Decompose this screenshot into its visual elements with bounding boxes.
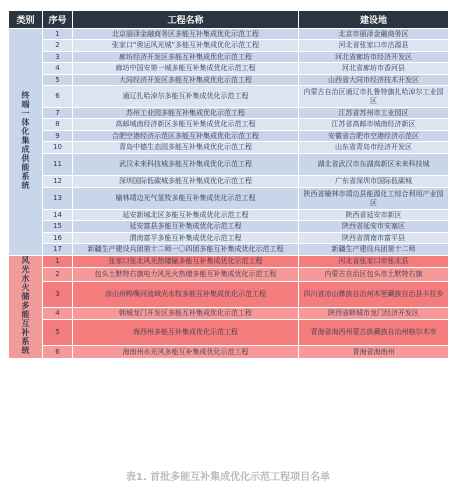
project-name: 新疆生产建设兵团第十二师一〇四团多能互补集成优化示范工程 [73,244,299,256]
project-location: 河北省张家口市沽源县 [299,40,449,52]
row-number: 5 [43,320,73,346]
project-location: 湖北省武汉市东湖高新区未来科技城 [299,154,449,176]
project-location: 河北省张家口市张北县 [299,256,449,268]
table-row [9,40,449,52]
category-label: 终端一体化集成供能系统 [21,91,30,190]
table-row [9,346,449,359]
header-name: 工程名称 [73,11,299,29]
table-row [9,119,449,131]
table-row [9,131,449,142]
project-location: 山西省大同市经济技术开发区 [299,75,449,86]
category-cell [9,256,43,359]
row-number: 10 [43,142,73,154]
project-name: 韩城龙门开发区多能互补集成优化示范工程 [73,308,299,320]
row-number: 11 [43,154,73,176]
header-location: 建设地 [299,11,449,29]
project-location: 陕西省延安市新区 [299,210,449,221]
projects-table-wrapper [8,10,448,359]
project-name: 延安富县多能互补集成优化示范工程 [73,221,299,233]
project-name: 延安新城北区多能互补集成优化示范工程 [73,210,299,221]
project-name: 廊坊中国安第一城多能互补集成优化示范工程 [73,63,299,75]
project-name: 青岛中德生态园多能互补集成优化示范工程 [73,142,299,154]
project-name: 深圳国际低碳城多能互补集成优化示范工程 [73,176,299,188]
row-number: 3 [43,52,73,63]
project-name: 高邮城南经济新区多能互补集成优化示范工程 [73,119,299,131]
table-row [9,320,449,346]
table-row [9,221,449,233]
project-name: 北京丽泽金融商务区多能互补集成优化示范工程 [73,29,299,40]
table-row [9,282,449,308]
project-location: 青海省海南州 [299,346,449,359]
table-row [9,75,449,86]
project-location: 内蒙古自治区包头市土默特右旗 [299,268,449,282]
row-number: 7 [43,108,73,119]
row-number: 9 [43,131,73,142]
table-row [9,52,449,63]
project-name: 张家口“奥运风光城”多能互补集成优化示范工程 [73,40,299,52]
header-row [9,11,449,29]
row-number: 4 [43,63,73,75]
project-name: 通辽扎哈淖尔多能互补集成优化示范工程 [73,86,299,108]
table-body [9,29,449,359]
table-caption: 表1. 首批多能互补集成优化示范工程项目名单 [125,472,331,483]
project-location: 广东省深圳市国际低碳城 [299,176,449,188]
row-number: 17 [43,244,73,256]
project-location: 陕西省榆林市靖边县能源化工综合利用产业园区 [299,188,449,210]
row-number: 5 [43,75,73,86]
table-row [9,308,449,320]
table-row [9,188,449,210]
category-cell [9,29,43,256]
table-row [9,63,449,75]
project-name: 海西州多能互补集成优化示范工程 [73,320,299,346]
project-name: 张家口张北风光热储输多能互补集成优化示范工程 [73,256,299,268]
row-number: 3 [43,282,73,308]
project-location: 新疆生产建设兵团第十二师 [299,244,449,256]
row-number: 2 [43,268,73,282]
header-category: 类别 [9,11,43,29]
project-name: 苏州工业园多能互补集成优化示范工程 [73,108,299,119]
row-number: 15 [43,221,73,233]
project-location: 陕西省延安市安塞区 [299,221,449,233]
row-number: 2 [43,40,73,52]
project-location: 陕西省渭南市富平县 [299,233,449,244]
project-name: 凉山州鸭嘴河流域光水牧多能互补集成优化示范工程 [73,282,299,308]
project-location: 内蒙古自治区通辽市扎鲁特旗扎哈淖尔工业园区 [299,86,449,108]
project-name: 海南州水光风多能互补集成优化示范工程 [73,346,299,359]
table-row [9,268,449,282]
row-number: 13 [43,188,73,210]
project-location: 四川省凉山彝族自治州木里藏族自治县卡拉乡 [299,282,449,308]
header-number: 序号 [43,11,73,29]
row-number: 6 [43,86,73,108]
project-location: 北京市丽泽金融商务区 [299,29,449,40]
table-row [9,29,449,40]
row-number: 4 [43,308,73,320]
table-row [9,142,449,154]
project-location: 安徽省合肥市空港经济示范区 [299,131,449,142]
project-location: 河北省廊坊市经济开发区 [299,52,449,63]
category-label: 风光水火储多能互补系统 [21,256,30,355]
project-location: 江苏省高邮市城南经济新区 [299,119,449,131]
table-row [9,233,449,244]
table-row [9,210,449,221]
project-location: 山东省青岛市经济开发区 [299,142,449,154]
row-number: 1 [43,256,73,268]
project-name: 廊坊经济开发区多能互补集成优化示范工程 [73,52,299,63]
table-row [9,256,449,268]
project-location: 江苏省苏州市工业园区 [299,108,449,119]
project-name: 武汉未来科技城多能互补集成优化示范工程 [73,154,299,176]
row-number: 16 [43,233,73,244]
row-number: 8 [43,119,73,131]
project-location: 陕西省韩城市龙门经济开发区 [299,308,449,320]
row-number: 6 [43,346,73,359]
project-name: 榆林靖边光气氢牧多能互补集成优化示范工程 [73,188,299,210]
row-number: 12 [43,176,73,188]
project-location: 青海省海西州蒙古族藏族自治州格尔木市 [299,320,449,346]
project-name: 大同经济开发区多能互补集成优化示范工程 [73,75,299,86]
project-name: 合肥空港经济示范区多能互补集成优化示范工程 [73,131,299,142]
project-location: 河北省廊坊市香河县 [299,63,449,75]
table-row [9,86,449,108]
row-number: 14 [43,210,73,221]
project-name: 包头土默特右旗电力风光火热储多能互补集成优化示范工程 [73,268,299,282]
project-name: 渭南富平多能互补集成优化示范工程 [73,233,299,244]
table-row [9,154,449,176]
table-row [9,176,449,188]
row-number: 1 [43,29,73,40]
table-row [9,244,449,256]
table-row [9,108,449,119]
projects-table [8,10,449,359]
